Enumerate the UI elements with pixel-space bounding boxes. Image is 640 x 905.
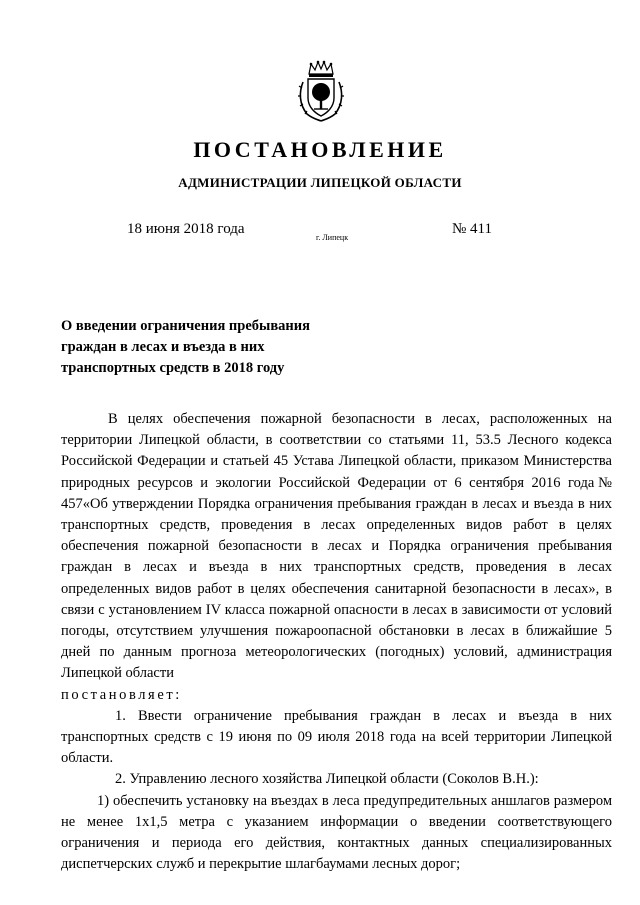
document-subtitle: АДМИНИСТРАЦИИ ЛИПЕЦКОЙ ОБЛАСТИ bbox=[178, 175, 462, 190]
heading-line: О введении ограничения пребывания bbox=[61, 318, 310, 334]
heading-line: граждан в лесах и въезда в них bbox=[61, 339, 265, 355]
document-city: г. Липецк bbox=[316, 233, 349, 242]
resolves-line: постановляет: bbox=[61, 686, 182, 703]
item-2-1-paragraph: 1) обеспечить установку на въездах в леса предупредительных аншлагов размером не менее 1х1,5 метра с указанием информации о введении соответствующего ограничения и периода его действия, контактных данных специализированных диспетчерских служб и перекрытие шлагбаумами лесных дорог; bbox=[61, 792, 612, 873]
document-title: ПОСТАНОВЛЕНИЕ bbox=[193, 137, 447, 162]
coat-of-arms-icon bbox=[297, 60, 345, 122]
document-number: № 411 bbox=[452, 221, 493, 237]
document-heading bbox=[61, 316, 361, 379]
item-2-paragraph: 2. Управлению лесного хозяйства Липецкой области (Соколов В.Н.): bbox=[115, 771, 539, 788]
item-1-paragraph: 1. Ввести ограничение пребывания граждан в лесах и въезда в них транспортных средств с 19 июня по 09 июля 2018 года на всей территории Липецкой области. bbox=[61, 707, 612, 767]
document-date: 18 июня 2018 года bbox=[127, 221, 245, 237]
preamble-paragraph: В целях обеспечения пожарной безопасности в лесах, расположенных на территории Липецкой области, в соответствии со статьями 11, 53.5 Лесного кодекса Российской Федерации и статьей 45 Устава Липецкой области, приказом Министерства природных ресурсов и экологии Российской Федерации от 6 сентября 2016 года№ 457«Об утверждении Порядка ограничения пребывания граждан в лесах и въезда в них транспортных средств, проведения в лесах определенных видов работ в целях обеспечения пожарной безопасности в лесах и Порядка ограничения пребывания граждан в лесах и въезда в них транспортных средств, проведения в лесах определенных видов работ в целях обеспечения санитарной безопасности в лесах», в связи с установлением IV класса пожарной опасности в лесах в зависимости от условий погоды, отсутствием улучшения пожароопасной обстановки в лесах в ближайшие 5 дней по данным прогноза метеорологических (погодных) условий, администрация Липецкой области bbox=[61, 411, 612, 682]
heading-line: транспортных средств в 2018 году bbox=[61, 360, 285, 376]
document-body bbox=[61, 409, 612, 875]
